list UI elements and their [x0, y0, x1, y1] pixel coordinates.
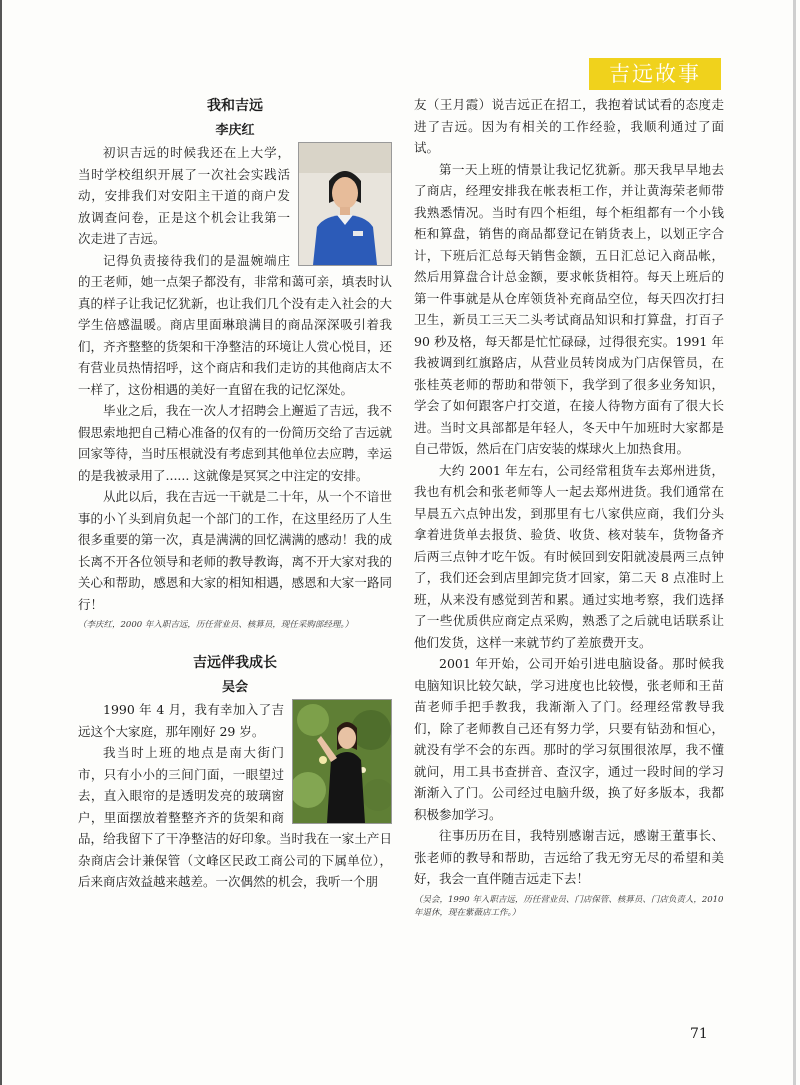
- article1-paragraph: 初识吉远的时候我还在上大学，当时学校组织开展了一次社会实践活动，安排我们对安阳主干道的商户发放调查问卷，正是这个机会让我第一次走进了吉远。: [78, 145, 290, 246]
- article2-paragraph: 2001 年开始，公司开始引进电脑设备。那时候我电脑知识比较欠缺，学习进度也比较慢，张老师和王苗苗老师手把手教我，我渐渐入了门。经理经常教导我们，除了老师教自己还有努力学，只要有钻劲和恒心，就没有学不会的东西。那时的学习氛围很浓厚，我不懂就问，用工具书查拼音、查汉字，通过一段时间的学习渐渐入了门。公司经过电脑升级，换了好多版本，我都积极参加学习。: [414, 656, 724, 822]
- article1-paragraph: 从此以后，我在吉远一干就是二十年，从一个不谙世事的小丫头到肩负起一个部门的工作，在这里经历了人生很多重要的第一次，真是满满的回忆满满的感动！我的成长离不开各位领导和老师的教导教诲，离不开大家对我的关心和帮助，感恩和大家的相知相遇，感恩和大家一路同行！: [78, 489, 392, 612]
- left-column: [78, 95, 392, 893]
- author-photo-li-qinghong: [298, 142, 392, 266]
- article2-paragraph: 第一天上班的情景让我记忆犹新。那天我早早地去了商店，经理安排我在帐表柜工作，并让黄海荣老师带我熟悉情况。当时有四个柜组，每个柜组都有一个小钱柜和算盘，销售的商品都登记在销货表上，以划正字合计，下班后汇总每天销售金额，五日汇总记入商品帐，然后用算盘合计总金额，要求帐货相符。每天上班后的第一件事就是从仓库领货补充商品空位，每天四次打扫卫生，新员工三天二头考试商品知识和打算盘，打百子 90 秒及格，每天都是忙忙碌碌，过得很充实。1991 年我被调到红旗路店，从营业员转岗成为门店保管员，在张桂英老师的帮助和带领下，我学到了很多业务知识，学会了如何跟客户打交道，在接人待物方面有了很大长进。当时文具部都是年轻人，冬天中午加班时大家都是自己带饭，然后在门店安装的煤球火上加热食用。: [414, 161, 724, 456]
- section-tag: 吉远故事: [589, 58, 721, 90]
- article2-paragraph: 往事历历在目，我特别感谢吉远，感谢王董事长、张老师的教导和帮助，吉远给了我无穷无尽的希望和美好，我会一直伴随吉远走下去！: [414, 828, 724, 886]
- article2-paragraph: 我当时上班的地点是南大街门市，只有小小的三间门面，一眼望过去，直入眼帘的是透明发亮的玻璃窗户，里面摆放着整整齐齐的货架和商品，给我留下了干净整洁的好印象。当时我在一家土产日杂商店会计兼保管（文峰区民政工商公司的下属单位），后来商店效益越来越差。一次偶然的机会，我听一个朋: [78, 745, 392, 889]
- article1-author: 李庆红: [215, 123, 255, 138]
- article1-title: 我和吉远: [207, 98, 263, 114]
- article2-author-note: （吴会，1990 年入职吉远，历任营业员、门店保管、核算员、门店负责人，2010 年退休，现在紫薇店工作。）: [414, 894, 724, 918]
- portrait-image: [293, 700, 391, 823]
- portrait-image: [299, 143, 391, 265]
- article2-paragraph: 大约 2001 年左右，公司经常租货车去郑州进货，我也有机会和张老师等人一起去郑州进货。我们通常在早晨五六点钟出发，到那里有七八家供应商，我们分头拿着进货单去报货、验货、收货、核对装车，货物备齐后两三点钟才吃午饭。有时候回到安阳就凌晨两三点钟了，我们还会到店里卸完货才回家，第二天 8 点准时上班，从来没有感觉到苦和累。通过实地考察，我们选择了一些优质供应商定点采购，熟悉了之后就电话联系让他们发货，这样一来就节约了差旅费开支。: [414, 462, 724, 650]
- article2-continued-paragraph: 友（王月霞）说吉远正在招工，我抱着试试看的态度走进了吉远。因为有相关的工作经验，我顺利通过了面试。: [414, 97, 724, 155]
- article1-paragraph: 记得负责接待我们的是温婉端庄的王老师，她一点架子都没有，非常和蔼可亲，填表时认真的样子让我记忆犹新，也让我们几个没有走入社会的大学生倍感温暖。商店里面琳琅满目的商品深深吸引着我们，齐齐整整的货架和干净整洁的环境让人赏心悦目，还有营业员热情招呼，这个商店和我们走访的其他商店太不一样了，这份相遇的美好一直留在我的记忆深处。: [78, 252, 392, 397]
- article1-paragraph: 毕业之后，我在一次人才招聘会上邂逅了吉远，我不假思索地把自己精心准备的仅有的一份简历交给了吉远就回家等待，当时压根就没有考虑到其他单位去应聘，幸运的是我被录用了...... 这就像是冥冥之中注定的安排。: [78, 403, 392, 483]
- article2-paragraph: 1990 年 4 月，我有幸加入了吉远这个大家庭，那年刚好 29 岁。: [78, 702, 284, 739]
- article1-author-note: （李庆红，2000 年入职吉远，历任营业员、核算员，现任采购部经理。）: [78, 620, 354, 630]
- article2-title: 吉远伴我成长: [193, 655, 277, 671]
- page-number: 71: [690, 1026, 708, 1042]
- article2-author: 吴会: [221, 680, 248, 695]
- article2: [78, 652, 392, 893]
- author-photo-wu-hui: [292, 699, 392, 824]
- right-column: [414, 94, 724, 920]
